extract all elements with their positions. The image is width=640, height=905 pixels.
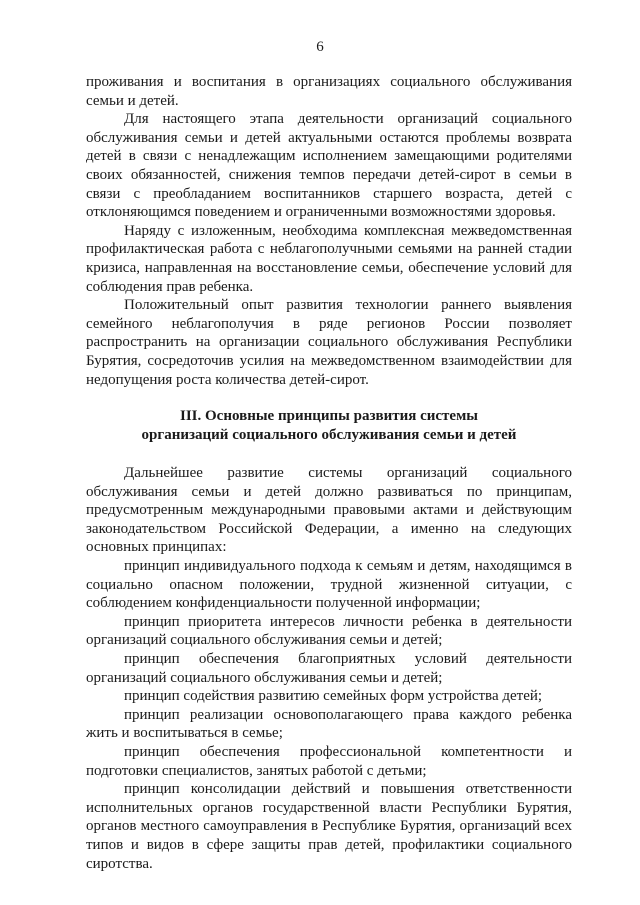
- principle-item: принцип обеспечения благоприятных условий деятельности организаций социального обслуживания семьи и детей;: [86, 651, 572, 686]
- section-heading-line-2: организаций социального обслуживания семьи и детей: [141, 427, 517, 444]
- document-body: [86, 73, 572, 873]
- section-heading: [86, 407, 572, 445]
- page-number: 6: [316, 39, 324, 55]
- paragraph: Дальнейшее развитие системы организаций социального обслуживания семьи и детей должно развиваться по принципам, предусмотренным международными правовыми актами и действующим законодательством Российской Федерации, а именно на следующих основных принципах:: [86, 465, 572, 556]
- paragraph: Наряду с изложенным, необходима комплексная межведомственная профилактическая работа с неблагополучными семьями на ранней стадии кризиса, направленная на восстановление семьи, обеспечение условий для соблюдения прав ребенка.: [86, 222, 572, 295]
- principle-item: принцип обеспечения профессиональной компетентности и подготовки специалистов, занятых работой с детьми;: [86, 744, 572, 779]
- principle-item: принцип приоритета интересов личности ребенка в деятельности организаций социального обслуживания семьи и детей;: [86, 613, 572, 649]
- paragraph-continued: проживания и воспитания в организациях социального обслуживания семьи и детей.: [86, 74, 572, 109]
- principle-item: принцип содействия развитию семейных форм устройства детей;: [124, 688, 543, 705]
- paragraph: Положительный опыт развития технологии раннего выявления семейного неблагополучия в ряде регионов России позволяет распространить на организации социального обслуживания Республики Бурятия, сосредоточив усилия на межведомственном взаимодействии для недопущения роста количества детей-сирот.: [86, 297, 572, 388]
- principle-item: принцип реализации основополагающего права каждого ребенка жить и воспитываться в семье;: [86, 706, 572, 742]
- principle-item: принцип индивидуального подхода к семьям и детям, находящимся в социально опасном положении, трудной жизненной ситуации, с соблюдением конфиденциальности полученной информации;: [86, 558, 572, 612]
- principle-item: принцип консолидации действий и повышения ответственности исполнительных органов государственной власти Республики Бурятия, органов местного самоуправления в Республике Бурятия, организаций всех типов и видов в сфере защиты прав детей, профилактики социального сиротства.: [86, 781, 572, 872]
- section-heading-line-1: III. Основные принципы развития системы: [179, 408, 479, 425]
- paragraph: Для настоящего этапа деятельности организаций социального обслуживания семьи и детей актуальными остаются проблемы возврата детей в связи с ненадлежащим исполнением замещающими родителями своих обязанностей, снижения темпов передачи детей-сирот в семьи в связи с преобладанием воспитанников старшего возраста, детей с отклоняющимся поведением и ограниченными возможностями здоровья.: [86, 111, 572, 221]
